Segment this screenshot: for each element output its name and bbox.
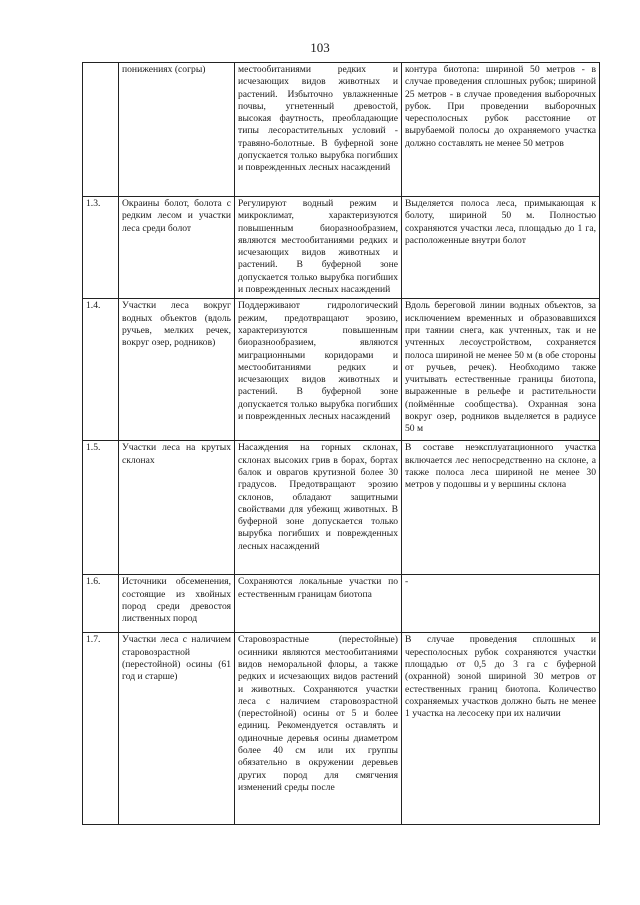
biotope-table — [82, 62, 600, 825]
biotope-name: Источники обсеменения, состоящие из хвойных пород среди древостоя лиственных пород — [119, 575, 235, 633]
biotope-description: местообитаниями редких и исчезающих видов животных и растений. Избыточно увлажненные почвы, угнетенный древостой, высокая фаутность, преобладающие типы лесорастительных условий - травяно-болотные. В буферной зоне допускается только вырубка погибших и поврежденных лесных насаждений — [235, 63, 402, 197]
row-number — [83, 63, 119, 197]
biotope-description: Поддерживают гидрологический режим, предотвращают эрозию, характеризуются повышенным биоразнообразием, являются миграционными коридорами и местообитаниями редких и исчезающих видов животных и растений. В буферной зоне допускается только вырубка погибших и поврежденных лесных насаждений — [235, 299, 402, 441]
biotope-name: Участки леса с наличием старовозрастной (перестойной) осины (61 год и старше) — [119, 633, 235, 825]
preservation-requirements: В случае проведения сплошных и чересполосных рубок сохраняются участки площадью от 0,5 до 3 га с буферной (охранной) зоной шириной 30 метров от естественных границ биотопа. Количество сохраняемых участков должно быть не менее 1 участка на лесосеку при их наличии — [402, 633, 600, 825]
biotope-description: Регулируют водный режим и микроклимат, характеризуются повышенным биоразнообразием, являются местообитаниями редких и исчезающих видов животных и растений. В буферной зоне допускается только вырубка погибших и поврежденных лесных насаждений — [235, 197, 402, 299]
biotope-name: Окраины болот, болота с редким лесом и участки леса среди болот — [119, 197, 235, 299]
row-number: 1.4. — [83, 299, 119, 441]
preservation-requirements: - — [402, 575, 600, 633]
table-row — [83, 63, 600, 197]
row-number: 1.7. — [83, 633, 119, 825]
table-row — [83, 197, 600, 299]
preservation-requirements: В составе неэксплуатационного участка включается лес непосредственно на склоне, а также полоса леса шириной не менее 30 метров у подошвы и у вершины склона — [402, 441, 600, 575]
preservation-requirements: контура биотопа: шириной 50 метров - в случае проведения сплошных рубок; шириной 25 метров - в случае проведения выборочных рубок. При проведении выборочных чересполосных рубок расстояние от вырубаемой полосы до охраняемого участка должно составлять не менее 50 метров — [402, 63, 600, 197]
page-number: 103 — [310, 40, 330, 55]
row-number: 1.6. — [83, 575, 119, 633]
biotope-name: понижениях (согры) — [119, 63, 235, 197]
preservation-requirements: Вдоль береговой линии водных объектов, за исключением временных и образовавшихся при таянии снега, как учтенных, так и не учтенных лесоустройством, сохраняется полоса шириной не менее 50 м (в обе стороны от ручьев, речек). Необходимо также учитывать естественные границы биотопа, выраженные в рельефе и растительности (поймённые сообщества). Охранная зона вокруг озер, родников выделяется в радиусе 50 м — [402, 299, 600, 441]
table-row — [83, 299, 600, 441]
table-row — [83, 441, 600, 575]
row-number: 1.3. — [83, 197, 119, 299]
biotope-description: Старовозрастные (перестойные) осинники являются местообитаниями видов неморальной флоры, а также редких и исчезающих видов растений и животных. Сохраняются участки леса с наличием старовозрастной (перестойной) осины от 5 и более единиц. Рекомендуется оставлять и одиночные деревья осины диаметром более 40 см или их группы обязательно в окружении деревьев других пород для смягчения изменений среды после — [235, 633, 402, 825]
preservation-requirements: Выделяется полоса леса, примыкающая к болоту, шириной 50 м. Полностью сохраняются участки леса, площадью до 1 га, расположенные внутри болот — [402, 197, 600, 299]
table-row — [83, 633, 600, 825]
biotope-description: Насаждения на горных склонах, склонах высоких грив в борах, бортах балок и оврагов крутизной более 30 градусов. Предотвращают эрозию склонов, обладают защитными свойствами для убежищ животных. В буферной зоне допускается только вырубка погибших и поврежденных лесных насаждений — [235, 441, 402, 575]
biotope-name: Участки леса вокруг водных объектов (вдоль ручьев, мелких речек, вокруг озер, родников) — [119, 299, 235, 441]
row-number: 1.5. — [83, 441, 119, 575]
biotope-name: Участки леса на крутых склонах — [119, 441, 235, 575]
table-row — [83, 575, 600, 633]
biotope-description: Сохраняются локальные участки по естественным границам биотопа — [235, 575, 402, 633]
